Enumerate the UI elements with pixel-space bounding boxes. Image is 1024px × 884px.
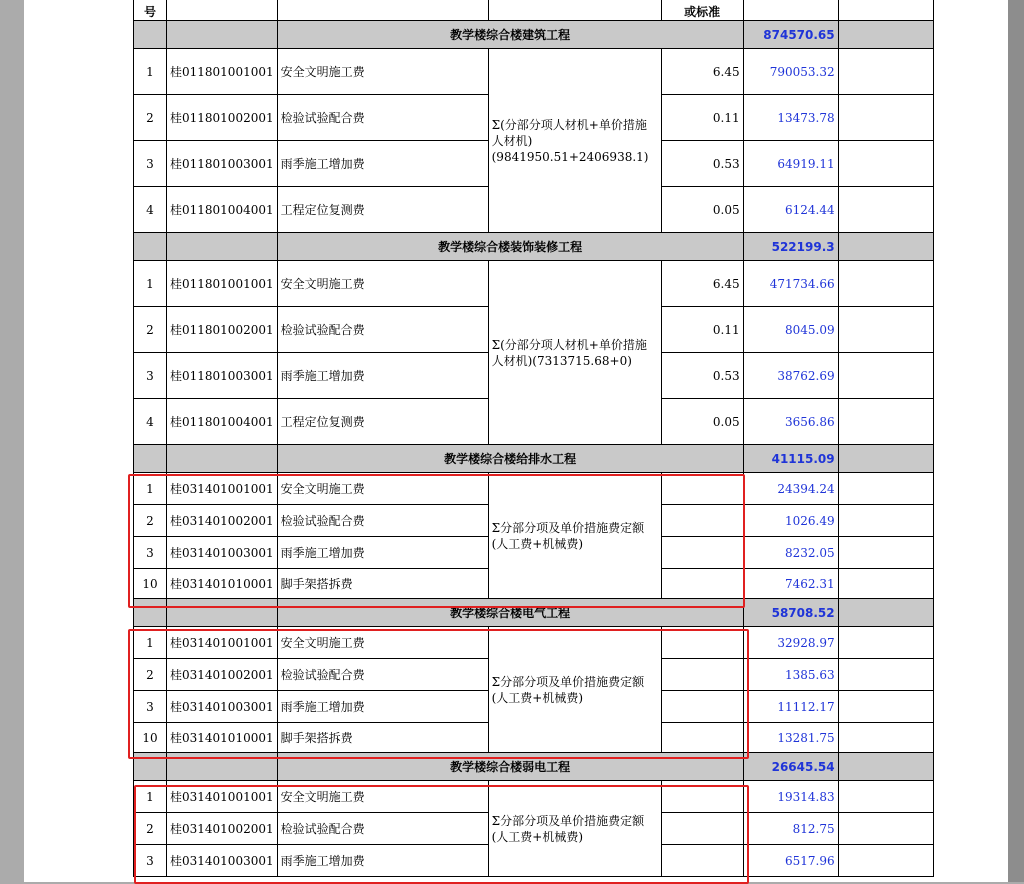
row-rate [661,505,743,537]
section-header-note [838,599,933,627]
row-amount: 790053.32 [743,49,838,95]
row-note [838,307,933,353]
row-no: 3 [134,141,167,187]
row-rate [661,723,743,753]
row-item-name: 检验试验配合费 [277,505,488,537]
row-item-name: 安全文明施工费 [277,473,488,505]
row-amount: 19314.83 [743,781,838,813]
row-no: 1 [134,473,167,505]
section-header-note [838,21,933,49]
section-header-row [134,753,934,781]
section-total: 41115.09 [743,445,838,473]
row-no: 10 [134,569,167,599]
row-rate: 0.05 [661,399,743,445]
row-no: 2 [134,95,167,141]
section-total: 58708.52 [743,599,838,627]
row-no: 3 [134,845,167,877]
row-rate [661,537,743,569]
row-rate: 0.05 [661,187,743,233]
row-code: 桂011801001001 [167,261,278,307]
row-item-name: 脚手架搭拆费 [277,723,488,753]
row-item-name: 检验试验配合费 [277,813,488,845]
section-header-row [134,445,934,473]
row-item-name: 安全文明施工费 [277,781,488,813]
section-header-no [134,445,167,473]
header-col-no: 号 [134,0,167,21]
row-code: 桂011801002001 [167,307,278,353]
row-rate [661,845,743,877]
section-header-no [134,21,167,49]
row-amount: 3656.86 [743,399,838,445]
row-code: 桂031401002001 [167,659,278,691]
row-rate: 0.11 [661,95,743,141]
row-no: 2 [134,307,167,353]
row-note [838,49,933,95]
row-amount: 812.75 [743,813,838,845]
header-row [134,0,934,21]
row-item-name: 检验试验配合费 [277,95,488,141]
row-rate [661,691,743,723]
row-item-name: 安全文明施工费 [277,261,488,307]
row-amount: 8045.09 [743,307,838,353]
row-item-name: 安全文明施工费 [277,49,488,95]
row-no: 4 [134,187,167,233]
table-row [134,49,934,95]
row-code: 桂031401002001 [167,505,278,537]
row-note [838,399,933,445]
row-note [838,95,933,141]
row-note [838,537,933,569]
row-amount: 1385.63 [743,659,838,691]
header-col-code [167,0,278,21]
row-item-name: 安全文明施工费 [277,627,488,659]
row-rate [661,627,743,659]
row-code: 桂011801004001 [167,399,278,445]
row-note [838,723,933,753]
row-no: 3 [134,353,167,399]
table-row [134,627,934,659]
row-rate: 0.53 [661,353,743,399]
row-amount: 13281.75 [743,723,838,753]
row-code: 桂011801001001 [167,49,278,95]
section-title: 教学楼综合楼电气工程 [277,599,743,627]
section-header-code [167,753,278,781]
row-code: 桂031401003001 [167,537,278,569]
row-item-name: 雨季施工增加费 [277,845,488,877]
row-no: 1 [134,261,167,307]
row-code: 桂031401002001 [167,813,278,845]
section-header-row [134,599,934,627]
table-row [134,781,934,813]
row-no: 1 [134,781,167,813]
section-header-no [134,599,167,627]
row-item-name: 雨季施工增加费 [277,353,488,399]
row-calc-basis: Σ分部分项及单价措施费定额(人工费+机械费) [488,781,661,877]
row-note [838,473,933,505]
row-code: 桂031401010001 [167,723,278,753]
row-item-name: 检验试验配合费 [277,659,488,691]
row-note [838,845,933,877]
row-item-name: 工程定位复测费 [277,399,488,445]
row-code: 桂031401001001 [167,627,278,659]
row-code: 桂031401001001 [167,781,278,813]
row-code: 桂011801003001 [167,141,278,187]
row-amount: 1026.49 [743,505,838,537]
section-title: 教学楼综合楼建筑工程 [277,21,743,49]
row-no: 3 [134,691,167,723]
row-no: 2 [134,659,167,691]
row-code: 桂031401010001 [167,569,278,599]
row-rate: 6.45 [661,49,743,95]
row-item-name: 检验试验配合费 [277,307,488,353]
section-total: 26645.54 [743,753,838,781]
section-title: 教学楼综合楼弱电工程 [277,753,743,781]
row-amount: 64919.11 [743,141,838,187]
row-amount: 6517.96 [743,845,838,877]
section-total: 522199.3 [743,233,838,261]
row-calc-basis: Σ分部分项及单价措施费定额(人工费+机械费) [488,627,661,753]
row-no: 2 [134,813,167,845]
section-header-row [134,233,934,261]
row-note [838,813,933,845]
section-header-row [134,21,934,49]
row-amount: 6124.44 [743,187,838,233]
page-right-shadow [1008,0,1024,882]
row-calc-basis: Σ分部分项及单价措施费定额(人工费+机械费) [488,473,661,599]
row-code: 桂031401003001 [167,691,278,723]
row-no: 10 [134,723,167,753]
header-col-name [277,0,488,21]
row-amount: 11112.17 [743,691,838,723]
row-note [838,691,933,723]
section-header-code [167,233,278,261]
row-amount: 24394.24 [743,473,838,505]
row-no: 1 [134,49,167,95]
row-amount: 8232.05 [743,537,838,569]
row-note [838,781,933,813]
row-rate: 0.11 [661,307,743,353]
row-code: 桂031401003001 [167,845,278,877]
header-col-amount [743,0,838,21]
row-rate [661,659,743,691]
row-no: 1 [134,627,167,659]
row-note [838,187,933,233]
row-no: 3 [134,537,167,569]
row-amount: 471734.66 [743,261,838,307]
section-header-code [167,599,278,627]
row-rate [661,813,743,845]
section-header-note [838,445,933,473]
row-amount: 7462.31 [743,569,838,599]
row-note [838,261,933,307]
row-amount: 13473.78 [743,95,838,141]
section-header-code [167,21,278,49]
row-amount: 32928.97 [743,627,838,659]
row-rate: 6.45 [661,261,743,307]
row-note [838,659,933,691]
cost-sheet-table [133,0,934,877]
row-note [838,505,933,537]
section-header-no [134,233,167,261]
row-no: 4 [134,399,167,445]
row-note [838,353,933,399]
section-title: 教学楼综合楼给排水工程 [277,445,743,473]
row-code: 桂031401001001 [167,473,278,505]
row-item-name: 雨季施工增加费 [277,691,488,723]
row-rate [661,569,743,599]
section-header-note [838,753,933,781]
section-header-code [167,445,278,473]
section-header-note [838,233,933,261]
header-col-rate: 或标准 [661,0,743,21]
row-note [838,141,933,187]
row-rate [661,781,743,813]
row-no: 2 [134,505,167,537]
section-total: 874570.65 [743,21,838,49]
row-item-name: 雨季施工增加费 [277,141,488,187]
row-item-name: 脚手架搭拆费 [277,569,488,599]
header-col-basis [488,0,661,21]
row-rate: 0.53 [661,141,743,187]
row-rate [661,473,743,505]
table-row [134,473,934,505]
table-row [134,261,934,307]
row-code: 桂011801002001 [167,95,278,141]
header-col-note [838,0,933,21]
row-note [838,569,933,599]
section-title: 教学楼综合楼装饰装修工程 [277,233,743,261]
row-calc-basis: Σ(分部分项人材机+单价措施人材机)(9841950.51+2406938.1) [488,49,661,233]
row-calc-basis: Σ(分部分项人材机+单价措施人材机)(7313715.68+0) [488,261,661,445]
row-item-name: 雨季施工增加费 [277,537,488,569]
section-header-no [134,753,167,781]
row-code: 桂011801003001 [167,353,278,399]
row-note [838,627,933,659]
row-amount: 38762.69 [743,353,838,399]
row-item-name: 工程定位复测费 [277,187,488,233]
row-code: 桂011801004001 [167,187,278,233]
